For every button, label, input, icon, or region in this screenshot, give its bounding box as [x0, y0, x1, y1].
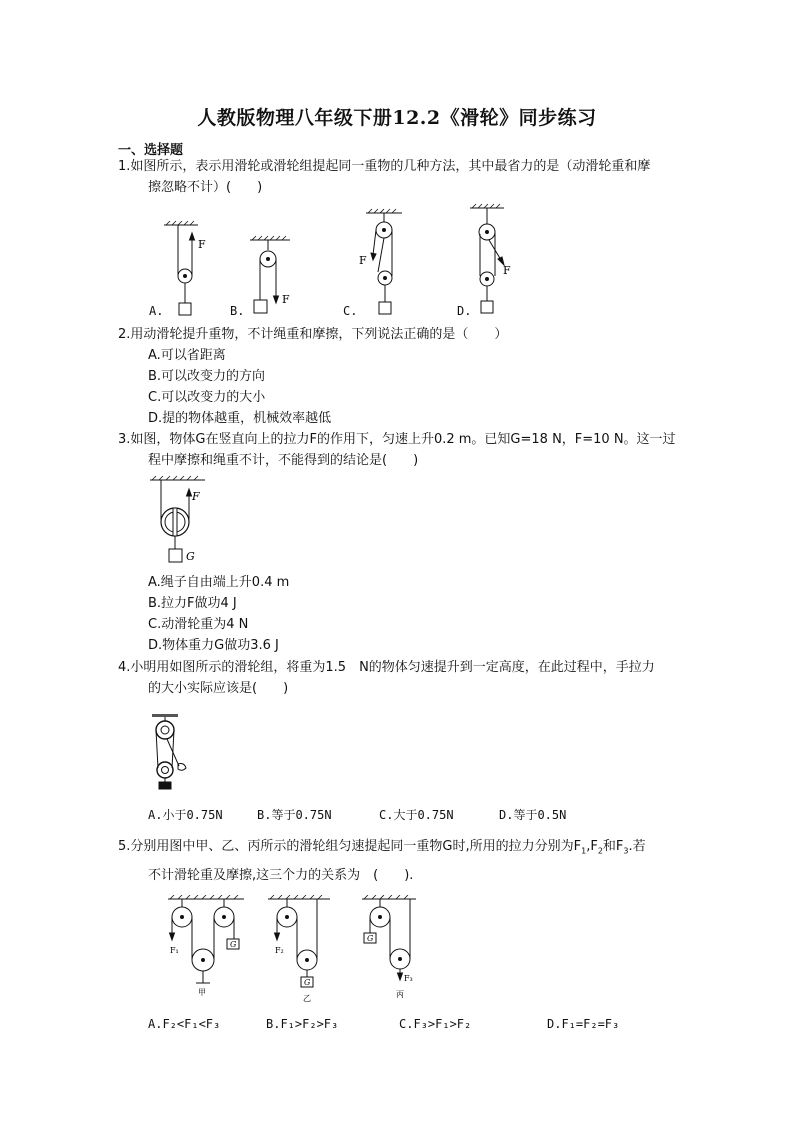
q3-stem-line1: 3.如图，物体G在竖直向上的拉力F的作用下，匀速上升0.2 m。已知G=18 N，F=10 N。这一过: [118, 432, 676, 447]
q3-stem-line2: 程中摩擦和绳重不计，不能得到的结论是( ): [148, 453, 419, 468]
q5-fig-label-bing: 丙: [396, 990, 404, 999]
q5-figures: [160, 895, 440, 1003]
q1-fig-d: [470, 204, 504, 313]
q1-fig-a: [164, 221, 198, 315]
q1-option-c[interactable]: C.: [343, 304, 358, 318]
q5-fig-yi: [268, 895, 330, 987]
q3-option-a[interactable]: A.绳子自由端上升0.4 m: [148, 575, 290, 590]
q5-fig-yi-g: G: [304, 978, 311, 987]
q1-fig-c-force: F: [359, 254, 367, 267]
q5-fig-f2: F₂: [275, 946, 284, 955]
q5-fig-f3: F₃: [404, 974, 413, 983]
page-title: 人教版物理八年级下册12.2《滑轮》同步练习: [197, 107, 597, 129]
q4-stem-line2: 的大小实际应该是( ): [148, 681, 289, 696]
q4-option-d[interactable]: D.等于0.5N: [499, 808, 567, 822]
q2-option-d[interactable]: D.提的物体越重，机械效率越低: [148, 411, 332, 426]
q5-fig-bing-g: G: [367, 934, 374, 943]
q3-fig-weight: G: [186, 550, 195, 563]
q1-option-a[interactable]: A.: [149, 304, 164, 318]
section-heading: 一、选择题: [118, 143, 184, 158]
q4-figure: [148, 708, 198, 793]
q1-stem-line2: 擦忽略不计）( ): [148, 180, 263, 195]
q5-fig-label-jia: 甲: [198, 988, 206, 997]
q1-fig-d-force: F: [503, 264, 511, 277]
q5-stem-line2: 不计滑轮重及摩擦,这三个力的关系为 ( ).: [148, 868, 414, 883]
q2-stem: 2.用动滑轮提升重物，不计绳重和摩擦，下列说法正确的是（ ）: [118, 327, 508, 342]
q1-fig-c: [366, 209, 402, 314]
q4-option-a[interactable]: A.小于0.75N: [148, 808, 223, 822]
q3-option-b[interactable]: B.拉力F做功4 J: [148, 596, 237, 611]
q2-option-c[interactable]: C.可以改变力的大小: [148, 390, 266, 405]
q4-stem-line1: 4.小明用如图所示的滑轮组，将重为1.5 N的物体匀速提升到一定高度，在此过程中，手拉力: [118, 660, 655, 675]
q1-option-b[interactable]: B.: [230, 304, 245, 318]
q5-fig-jia: [168, 895, 244, 983]
q5-option-c[interactable]: C.F₃>F₁>F₂: [399, 1017, 472, 1031]
q3-option-c[interactable]: C.动滑轮重为4 N: [148, 617, 249, 632]
q1-fig-b-force: F: [282, 293, 290, 306]
q1-option-d[interactable]: D.: [457, 304, 472, 318]
q3-fig-force: F: [192, 490, 200, 503]
q3-option-d[interactable]: D.物体重力G做功3.6 J: [148, 638, 279, 653]
q5-option-b[interactable]: B.F₁>F₂>F₃: [266, 1017, 339, 1031]
q4-option-c[interactable]: C.大于0.75N: [379, 808, 454, 822]
q5-fig-f1: F₁: [170, 946, 179, 955]
q5-stem-line1: 5.分别用图中甲、乙、丙所示的滑轮组匀速提起同一重物G时,所用的拉力分别为$F_1,F_2$和$F_3$.若: [118, 839, 646, 856]
q1-stem-line1: 1.如图所示，表示用滑轮或滑轮组提起同一重物的几种方法，其中最省力的是（动滑轮重和摩: [118, 159, 651, 174]
q2-option-a[interactable]: A.可以省距离: [148, 348, 226, 363]
q3-figure: [145, 474, 220, 569]
q1-fig-a-force: F: [198, 238, 206, 251]
q2-option-b[interactable]: B.可以改变力的方向: [148, 369, 266, 384]
q5-option-d[interactable]: D.F₁=F₂=F₃: [547, 1017, 620, 1031]
q5-fig-jia-g: G: [230, 940, 237, 949]
q5-option-a[interactable]: A.F₂<F₁<F₃: [148, 1017, 221, 1031]
q5-fig-label-yi: 乙: [303, 994, 311, 1003]
q4-option-b[interactable]: B.等于0.75N: [257, 808, 332, 822]
